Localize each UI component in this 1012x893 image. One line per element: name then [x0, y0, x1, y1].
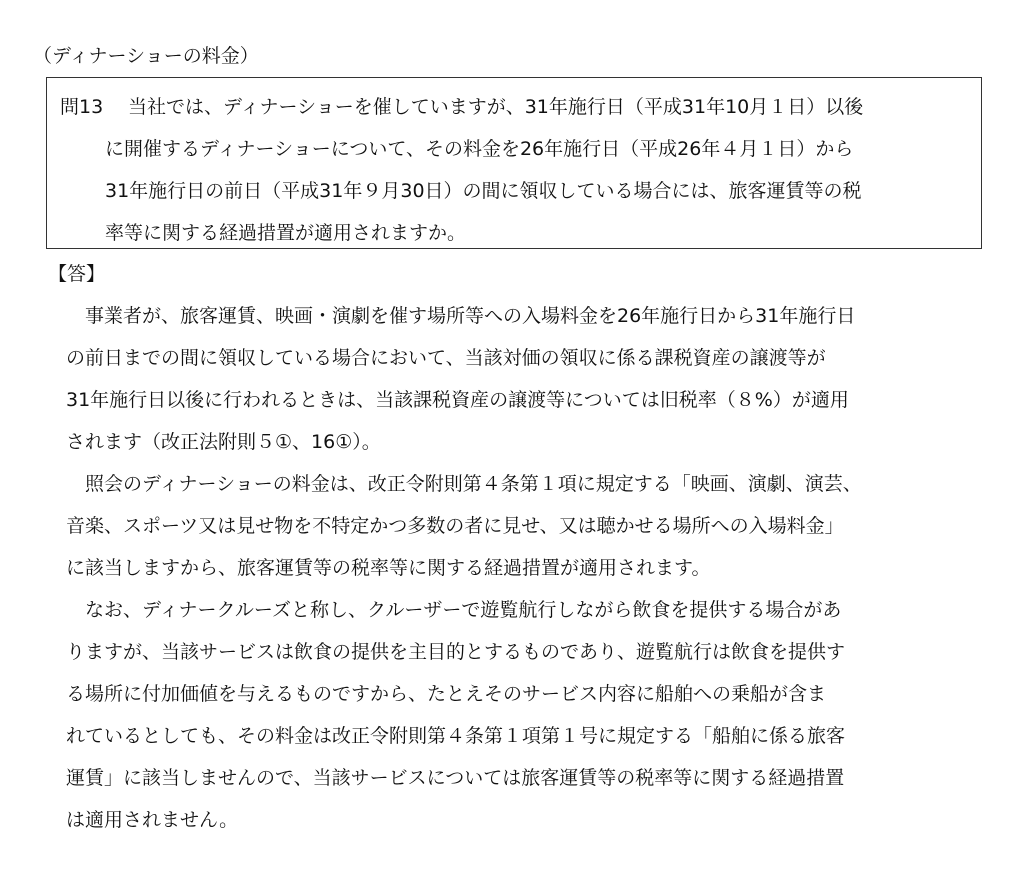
answer-line: されます（改正法附則５①、16①）。 [66, 431, 381, 453]
answer-line: は適用されません。 [66, 809, 239, 831]
answer-line: 照会のディナーショーの料金は、改正令附則第４条第１項に規定する「映画、演劇、演芸、 [66, 473, 862, 495]
answer-line: 31年施行日以後に行われるときは、当該課税資産の譲渡等については旧税率（８%）が適用 [66, 389, 849, 411]
answer-line: 事業者が、旅客運賃、映画・演劇を催す場所等への入場料金を26年施行日から31年施行日 [66, 305, 856, 327]
question-line: 31年施行日の前日（平成31年９月30日）の間に領収している場合には、旅客運賃等の税 [105, 180, 862, 202]
answer-line: の前日までの間に領収している場合において、当該対価の領収に係る課税資産の譲渡等が [66, 347, 826, 369]
section-title: （ディナーショーの料金） [33, 45, 259, 67]
question-line: に開催するディナーショーについて、その料金を26年施行日（平成26年４月１日）から [105, 138, 854, 160]
answer-label: 【答】 [48, 263, 106, 285]
answer-line: れているとしても、その料金は改正令附則第４条第１項第１号に規定する「船舶に係る旅客 [66, 725, 846, 747]
question-number: 問13 [60, 96, 104, 118]
answer-line: に該当しますから、旅客運賃等の税率等に関する経過措置が適用されます。 [66, 557, 711, 579]
answer-line: 音楽、スポーツ又は見せ物を不特定かつ多数の者に見せ、又は聴かせる場所への入場料金」 [66, 515, 844, 537]
answer-line: りますが、当該サービスは飲食の提供を主目的とするものであり、遊覧航行は飲食を提供す [66, 641, 846, 663]
answer-line: なお、ディナークルーズと称し、クルーザーで遊覧航行しながら飲食を提供する場合があ [66, 599, 842, 621]
answer-line: る場所に付加価値を与えるものですから、たとえそのサービス内容に船舶への乗船が含ま [66, 683, 827, 705]
question-line: 率等に関する経過措置が適用されますか。 [105, 222, 467, 244]
answer-line: 運賃」に該当しませんので、当該サービスについては旅客運賃等の税率等に関する経過措置 [66, 767, 845, 789]
question-line: 当社では、ディナーショーを催していますが、31年施行日（平成31年10月１日）以後 [128, 96, 864, 118]
